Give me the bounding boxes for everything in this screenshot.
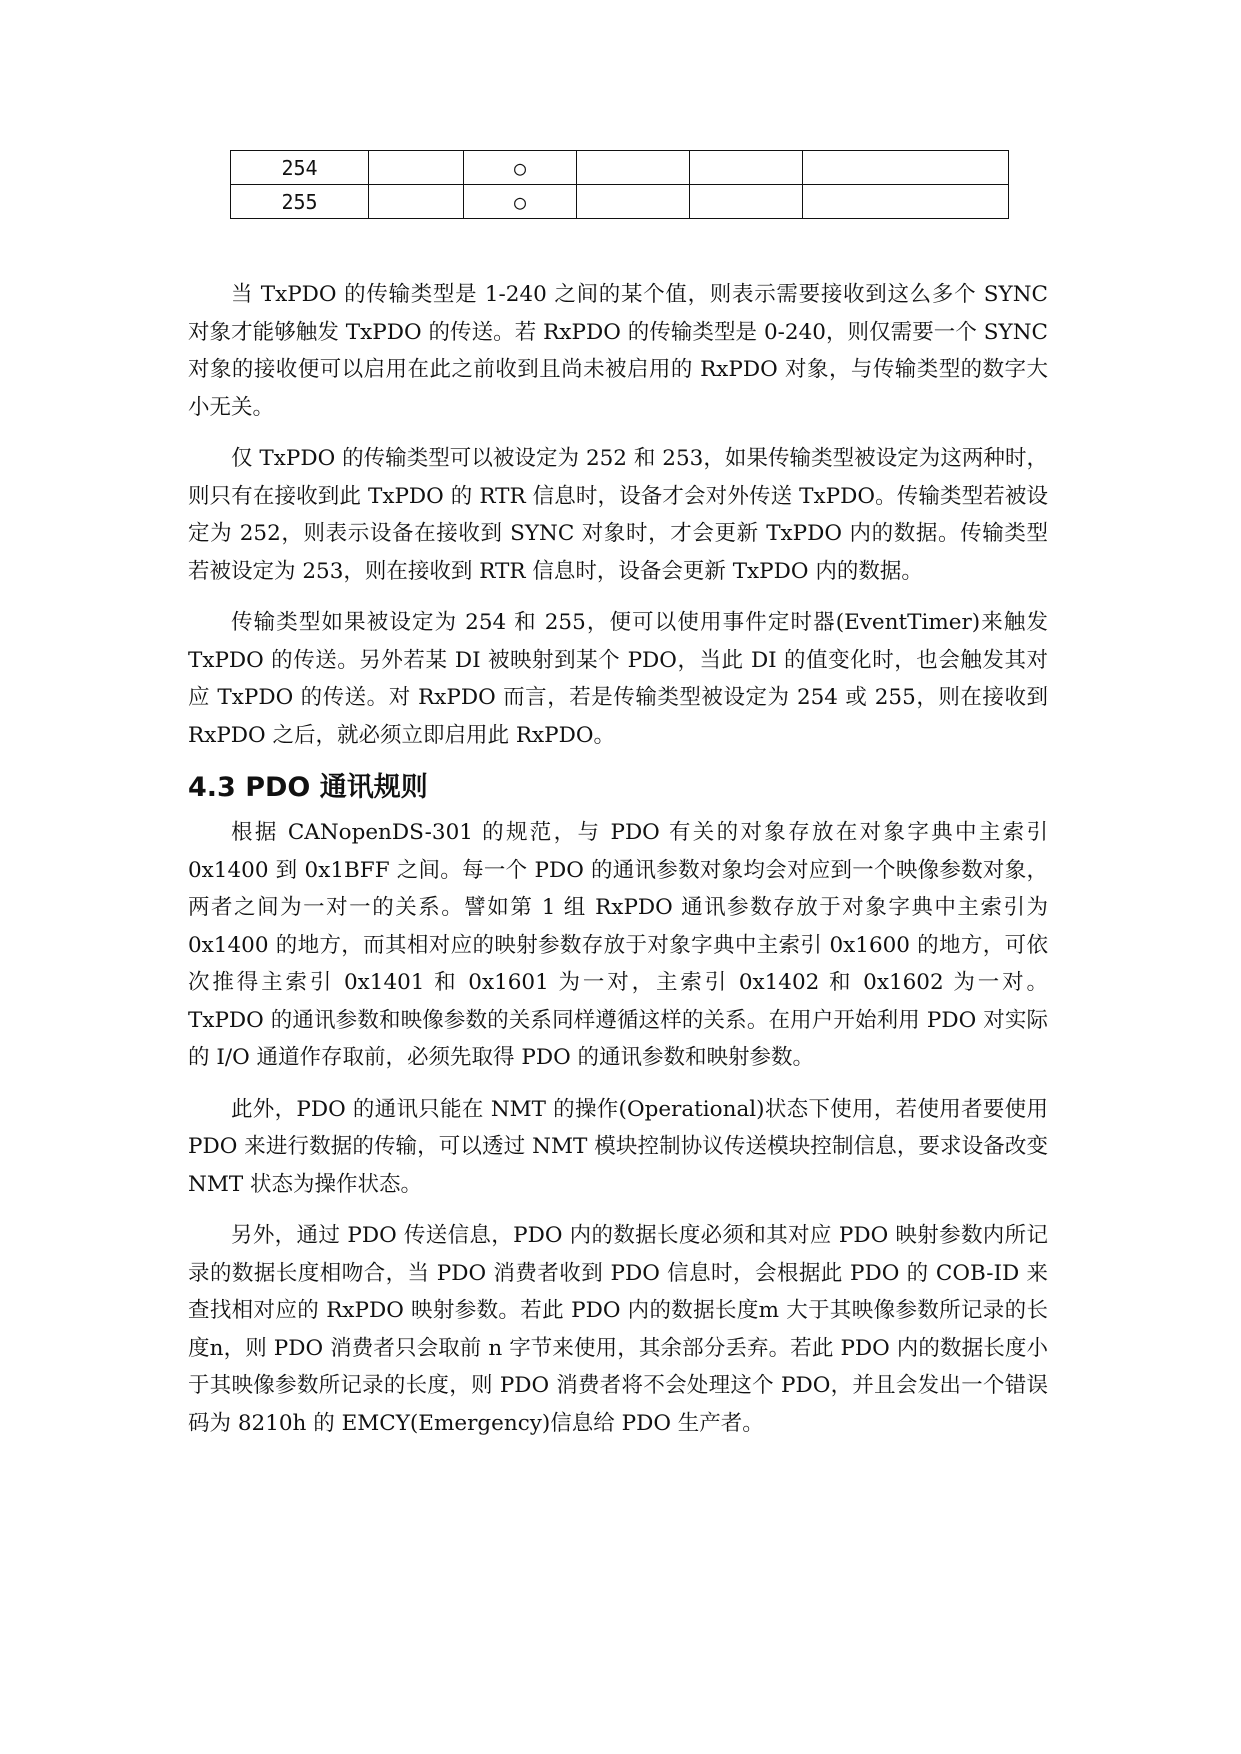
- table-cell: [577, 151, 690, 185]
- table-cell: [369, 151, 464, 185]
- table-row: [231, 151, 1009, 185]
- paragraph-sync-transmission: 当 TxPDO 的传输类型是 1-240 之间的某个值，则表示需要接收到这么多个 SYNC 对象才能够触发 TxPDO 的传送。若 RxPDO 的传输类型是 0-240，则仅需要一个 SYNC 对象的接收便可以启用在此之前收到且尚未被启用的 RxPDO 对象，与传输类型的数字大小无关。: [188, 282, 1048, 420]
- table-row: [231, 185, 1009, 219]
- table-cell: [577, 185, 690, 219]
- section-heading: 4.3 PDO 通讯规则: [188, 772, 428, 803]
- body-text: [188, 276, 1048, 1456]
- transmission-type-table: [230, 150, 1009, 219]
- table-cell: [690, 185, 803, 219]
- table-cell-mark: ○: [464, 151, 577, 185]
- paragraph-data-length: 另外，通过 PDO 传送信息，PDO 内的数据长度必须和其对应 PDO 映射参数内所记录的数据长度相吻合，当 PDO 消费者收到 PDO 信息时，会根据此 PDO 的 COB-ID 来查找相对应的 RxPDO 映射参数。若此 PDO 内的数据长度m 大于其映像参数所记录的长度n，则 PDO 消费者只会取前 n 字节来使用，其余部分丢弃。若此 PDO 内的数据长度小于其映像参数所记录的长度，则 PDO 消费者将不会处理这个 PDO，并且会发出一个错误码为 8210h 的 EMCY(Emergency)信息给 PDO 生产者。: [188, 1223, 1048, 1436]
- table-cell: [803, 185, 1009, 219]
- paragraph-nmt-state: 此外，PDO 的通讯只能在 NMT 的操作(Operational)状态下使用，若使用者要使用 PDO 来进行数据的传输，可以透过 NMT 模块控制协议传送模块控制信息，要求设备改变 NMT 状态为操作状态。: [188, 1096, 1048, 1197]
- table-cell: [369, 185, 464, 219]
- paragraph-event-timer: 传输类型如果被设定为 254 和 255，便可以使用事件定时器(EventTimer)来触发 TxPDO 的传送。另外若某 DI 被映射到某个 PDO，当此 DI 的值变化时，也会触发其对应 TxPDO 的传送。对 RxPDO 而言，若是传输类型被设定为 254 或 255，则在接收到 RxPDO 之后，就必须立即启用此 RxPDO。: [188, 610, 1048, 748]
- table-cell-type: 254: [231, 151, 369, 185]
- table-cell: [803, 151, 1009, 185]
- table-cell: [690, 151, 803, 185]
- paragraph-pdo-objects: 根据 CANopenDS-301 的规范，与 PDO 有关的对象存放在对象字典中主索引 0x1400 到 0x1BFF 之间。每一个 PDO 的通讯参数对象均会对应到一个映像参数对象，两者之间为一对一的关系。譬如第 1 组 RxPDO 通讯参数存放于对象字典中主索引为 0x1400 的地方，而其相对应的映射参数存放于对象字典中主索引 0x1600 的地方，可依次推得主索引 0x1401 和 0x1601 为一对，主索引 0x1402 和 0x1602 为一对。TxPDO 的通讯参数和映像参数的关系同样遵循这样的关系。在用户开始利用 PDO 对实际的 I/O 通道作存取前，必须先取得 PDO 的通讯参数和映射参数。: [188, 820, 1048, 1070]
- table-cell-type: 255: [231, 185, 369, 219]
- paragraph-rtr-transmission: 仅 TxPDO 的传输类型可以被设定为 252 和 253，如果传输类型被设定为这两种时，则只有在接收到此 TxPDO 的 RTR 信息时，设备才会对外传送 TxPDO。传输类型若被设定为 252，则表示设备在接收到 SYNC 对象时，才会更新 TxPDO 内的数据。传输类型若被设定为 253，则在接收到 RTR 信息时，设备会更新 TxPDO 内的数据。: [188, 446, 1048, 584]
- table-cell-mark: ○: [464, 185, 577, 219]
